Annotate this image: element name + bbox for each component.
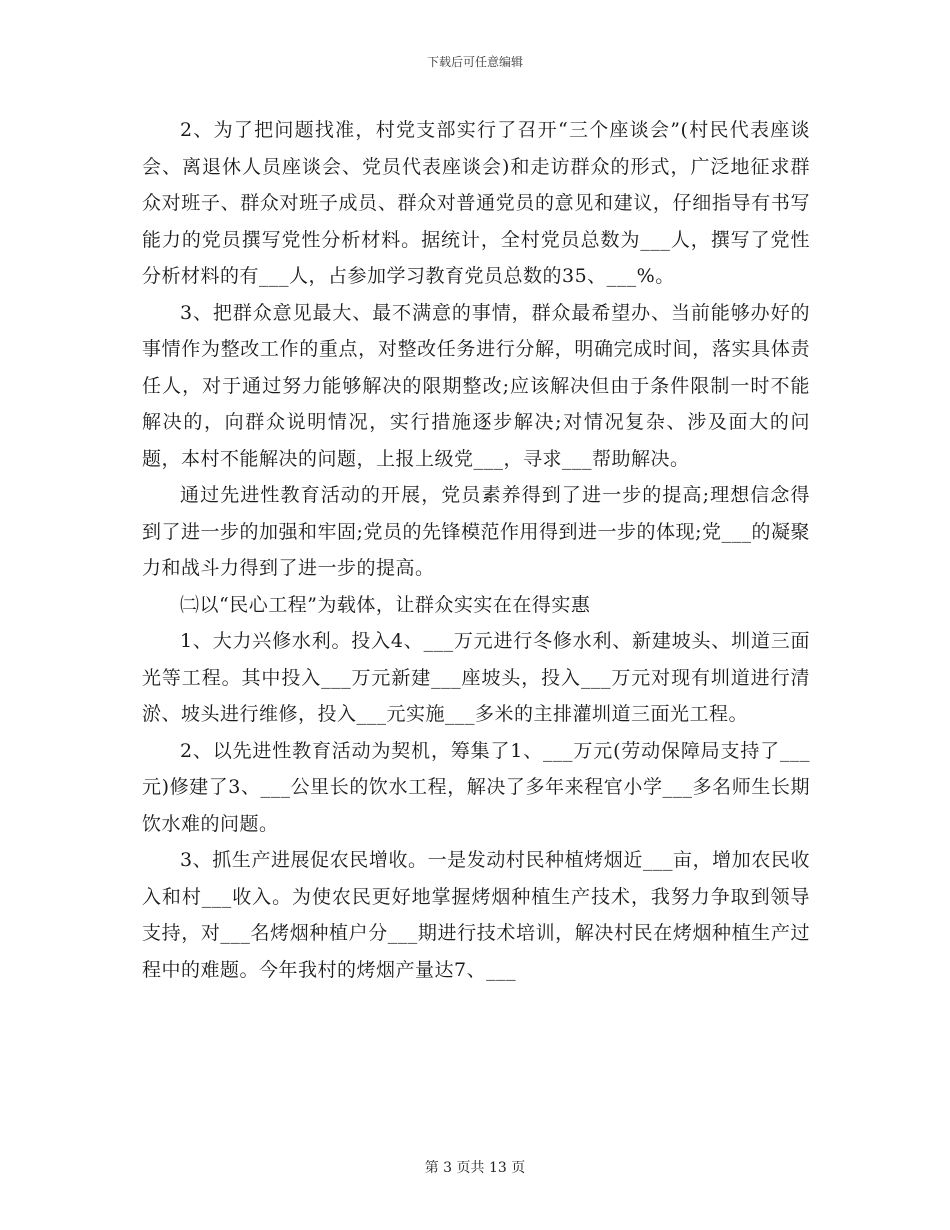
paragraph-6: 3、抓生产进展促农民增收。一是发动村民种植烤烟近___亩，增加农民收入和村___收入。为使农民更好地掌握烤烟种植生产技术，我努力争取到领导支持，对___名烤烟种植户分___期进行技术培训，解决村民在烤烟种植生产过程中的难题。今年我村的烤烟产量达7、___ [142, 849, 810, 981]
paragraph-2: 3、把群众意见最大、最不满意的事情，群众最希望办、当前能够办好的事情作为整改工作的重点，对整改任务进行分解，明确完成时间，落实具体责任人，对于通过努力能够解决的限期整改;应该解决但由于条件限制一时不能解决的，向群众说明情况，实行措施逐步解决;对情况复杂、涉及面大的问题，本村不能解决的问题，上报上级党___，寻求___帮助解决。 [142, 301, 810, 470]
paragraph-3: 通过先进性教育活动的开展，党员素养得到了进一步的提高;理想信念得到了进一步的加强和牢固;党员的先锋模范作用得到进一步的体现;党___的凝聚力和战斗力得到了进一步的提高。 [142, 484, 810, 579]
paragraph-5: 2、以先进性教育活动为契机，筹集了1、___万元(劳动保障局支持了___元)修建了3、___公里长的饮水工程，解决了多年来程官小学___多名师生长期饮水难的问题。 [142, 739, 810, 835]
paragraph-1: 2、为了把问题找准，村党支部实行了召开“三个座谈会”(村民代表座谈会、离退休人员座谈会、党员代表座谈会)和走访群众的形式，广泛地征求群众对班子、群众对班子成员、群众对普通党员的意见和建议，仔细指导有书写能力的党员撰写党性分析材料。据统计，全村党员总数为___人，撰写了党性分析材料的有___人，占参加学习教育党员总数的35、___%。 [142, 119, 810, 287]
document-body [142, 112, 810, 988]
page-header: 下载后可任意编辑 [426, 55, 523, 69]
paragraph-4: 1、大力兴修水利。投入4、___万元进行冬修水利、新建坡头、圳道三面光等工程。其中投入___万元新建___座坡头，投入___万元对现有圳道进行清淤、坡头进行维修，投入___元实施___多米的主排灌圳道三面光工程。 [142, 630, 810, 725]
section-heading: ㈡以“民心工程”为载体，让群众实实在在得实惠 [180, 593, 591, 616]
page-footer: 第 3 页共 13 页 [424, 1160, 526, 1176]
